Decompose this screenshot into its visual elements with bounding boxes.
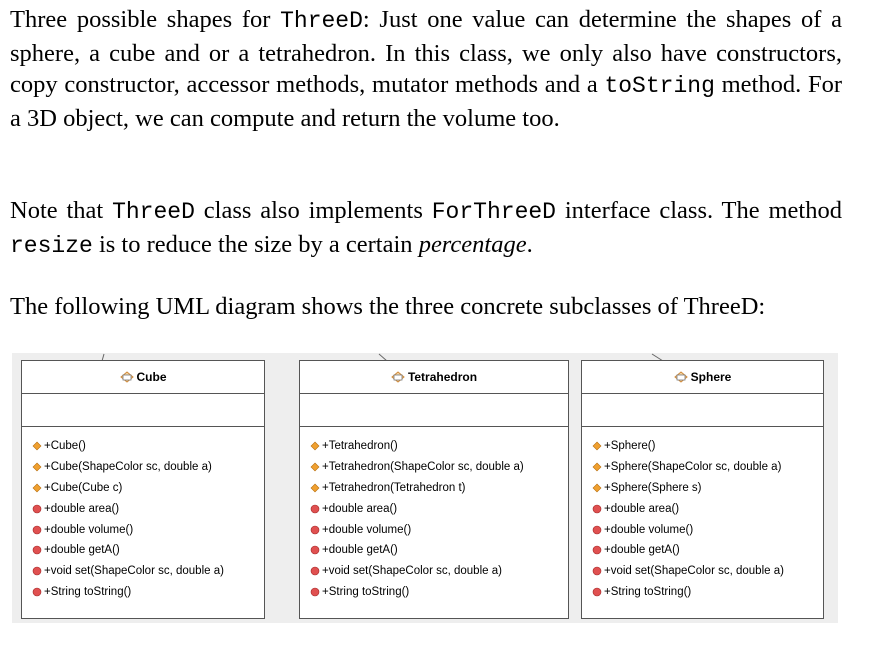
class-name-header: [22, 361, 264, 394]
uml-diagram: [12, 353, 838, 623]
member-signature: +Sphere(ShapeColor sc, double a): [604, 461, 782, 474]
member-signature: +double area(): [322, 502, 398, 515]
method-circle-icon: [309, 565, 321, 577]
member-signature: +Cube(): [44, 440, 86, 453]
class-methods-compartment: [582, 427, 823, 602]
class-fields-compartment: [300, 394, 568, 427]
method-circle-icon: [591, 586, 603, 598]
class-icon: [120, 371, 134, 383]
method-circle-icon: [31, 524, 43, 536]
constructor-diamond-icon: [591, 461, 603, 473]
class-name: Cube: [136, 370, 167, 384]
member-signature: +Sphere(): [604, 440, 656, 453]
method-item[interactable]: [300, 540, 568, 561]
method-circle-icon: [309, 586, 321, 598]
constructor-item[interactable]: [300, 457, 568, 478]
member-signature: +Tetrahedron(Tetrahedron t): [322, 481, 466, 494]
method-item[interactable]: [582, 519, 823, 540]
method-item[interactable]: [300, 519, 568, 540]
constructor-diamond-icon: [31, 482, 43, 494]
member-signature: +double area(): [44, 502, 120, 515]
method-circle-icon: [309, 503, 321, 515]
class-icon: [391, 371, 405, 383]
member-signature: +Cube(ShapeColor sc, double a): [44, 461, 212, 474]
constructor-item[interactable]: [582, 478, 823, 499]
method-item[interactable]: [22, 498, 264, 519]
member-signature: +Cube(Cube c): [44, 481, 123, 494]
constructor-item[interactable]: [22, 436, 264, 457]
member-signature: +double getA(): [604, 544, 680, 557]
intro-paragraph: Three possible shapes for ThreeD: Just one value can determine the shapes of a sphere, a cube and or a tetrahedron. In this class, we only also have constructors, copy constructor, accessor methods, mutator methods and a toString method. For a 3D object, we can compute and return the volume too.: [10, 6, 842, 132]
member-signature: +void set(ShapeColor sc, double a): [322, 565, 502, 578]
method-item[interactable]: [300, 561, 568, 582]
class-name-header: [300, 361, 568, 394]
member-signature: +Tetrahedron(): [322, 440, 398, 453]
class-methods-compartment: [300, 427, 568, 602]
method-item[interactable]: [22, 561, 264, 582]
method-item[interactable]: [582, 561, 823, 582]
member-signature: +Sphere(Sphere s): [604, 481, 702, 494]
member-signature: +double volume(): [44, 523, 134, 536]
constructor-item[interactable]: [300, 436, 568, 457]
class-icon: [674, 371, 688, 383]
class-fields-compartment: [582, 394, 823, 427]
method-circle-icon: [591, 503, 603, 515]
class-name: Sphere: [690, 370, 732, 384]
method-item[interactable]: [22, 540, 264, 561]
member-signature: +double getA(): [44, 544, 120, 557]
constructor-item[interactable]: [300, 478, 568, 499]
method-circle-icon: [31, 503, 43, 515]
method-item[interactable]: [22, 582, 264, 603]
method-circle-icon: [31, 586, 43, 598]
member-signature: +String toString(): [604, 585, 692, 598]
constructor-diamond-icon: [309, 440, 321, 452]
method-circle-icon: [31, 565, 43, 577]
method-item[interactable]: [300, 498, 568, 519]
method-circle-icon: [591, 524, 603, 536]
method-item[interactable]: [22, 519, 264, 540]
method-circle-icon: [591, 565, 603, 577]
constructor-diamond-icon: [309, 461, 321, 473]
constructor-diamond-icon: [591, 440, 603, 452]
member-signature: +String toString(): [322, 585, 410, 598]
constructor-item[interactable]: [22, 457, 264, 478]
constructor-diamond-icon: [309, 482, 321, 494]
class-methods-compartment: [22, 427, 264, 602]
member-signature: +double volume(): [604, 523, 694, 536]
member-signature: +double volume(): [322, 523, 412, 536]
class-fields-compartment: [22, 394, 264, 427]
method-item[interactable]: [582, 582, 823, 603]
constructor-item[interactable]: [582, 436, 823, 457]
note-paragraph: Note that ThreeD class also implements ForThreeD interface class. The method resize is to reduce the size by a certain percentage.: [10, 197, 842, 259]
member-signature: +void set(ShapeColor sc, double a): [604, 565, 784, 578]
member-signature: +double getA(): [322, 544, 398, 557]
constructor-diamond-icon: [31, 440, 43, 452]
constructor-diamond-icon: [31, 461, 43, 473]
member-signature: +void set(ShapeColor sc, double a): [44, 565, 224, 578]
cube-class-box[interactable]: [21, 360, 265, 619]
uml-intro-paragraph: The following UML diagram shows the three concrete subclasses of ThreeD:: [10, 293, 766, 320]
constructor-diamond-icon: [591, 482, 603, 494]
member-signature: +String toString(): [44, 585, 132, 598]
method-item[interactable]: [582, 540, 823, 561]
method-circle-icon: [31, 544, 43, 556]
constructor-item[interactable]: [582, 457, 823, 478]
method-circle-icon: [309, 524, 321, 536]
method-item[interactable]: [582, 498, 823, 519]
sphere-class-box[interactable]: [581, 360, 824, 619]
class-name: Tetrahedron: [407, 370, 478, 384]
class-name-header: [582, 361, 823, 394]
member-signature: +Tetrahedron(ShapeColor sc, double a): [322, 461, 524, 474]
tetrahedron-class-box[interactable]: [299, 360, 569, 619]
constructor-item[interactable]: [22, 478, 264, 499]
method-circle-icon: [591, 544, 603, 556]
member-signature: +double area(): [604, 502, 680, 515]
method-item[interactable]: [300, 582, 568, 603]
method-circle-icon: [309, 544, 321, 556]
